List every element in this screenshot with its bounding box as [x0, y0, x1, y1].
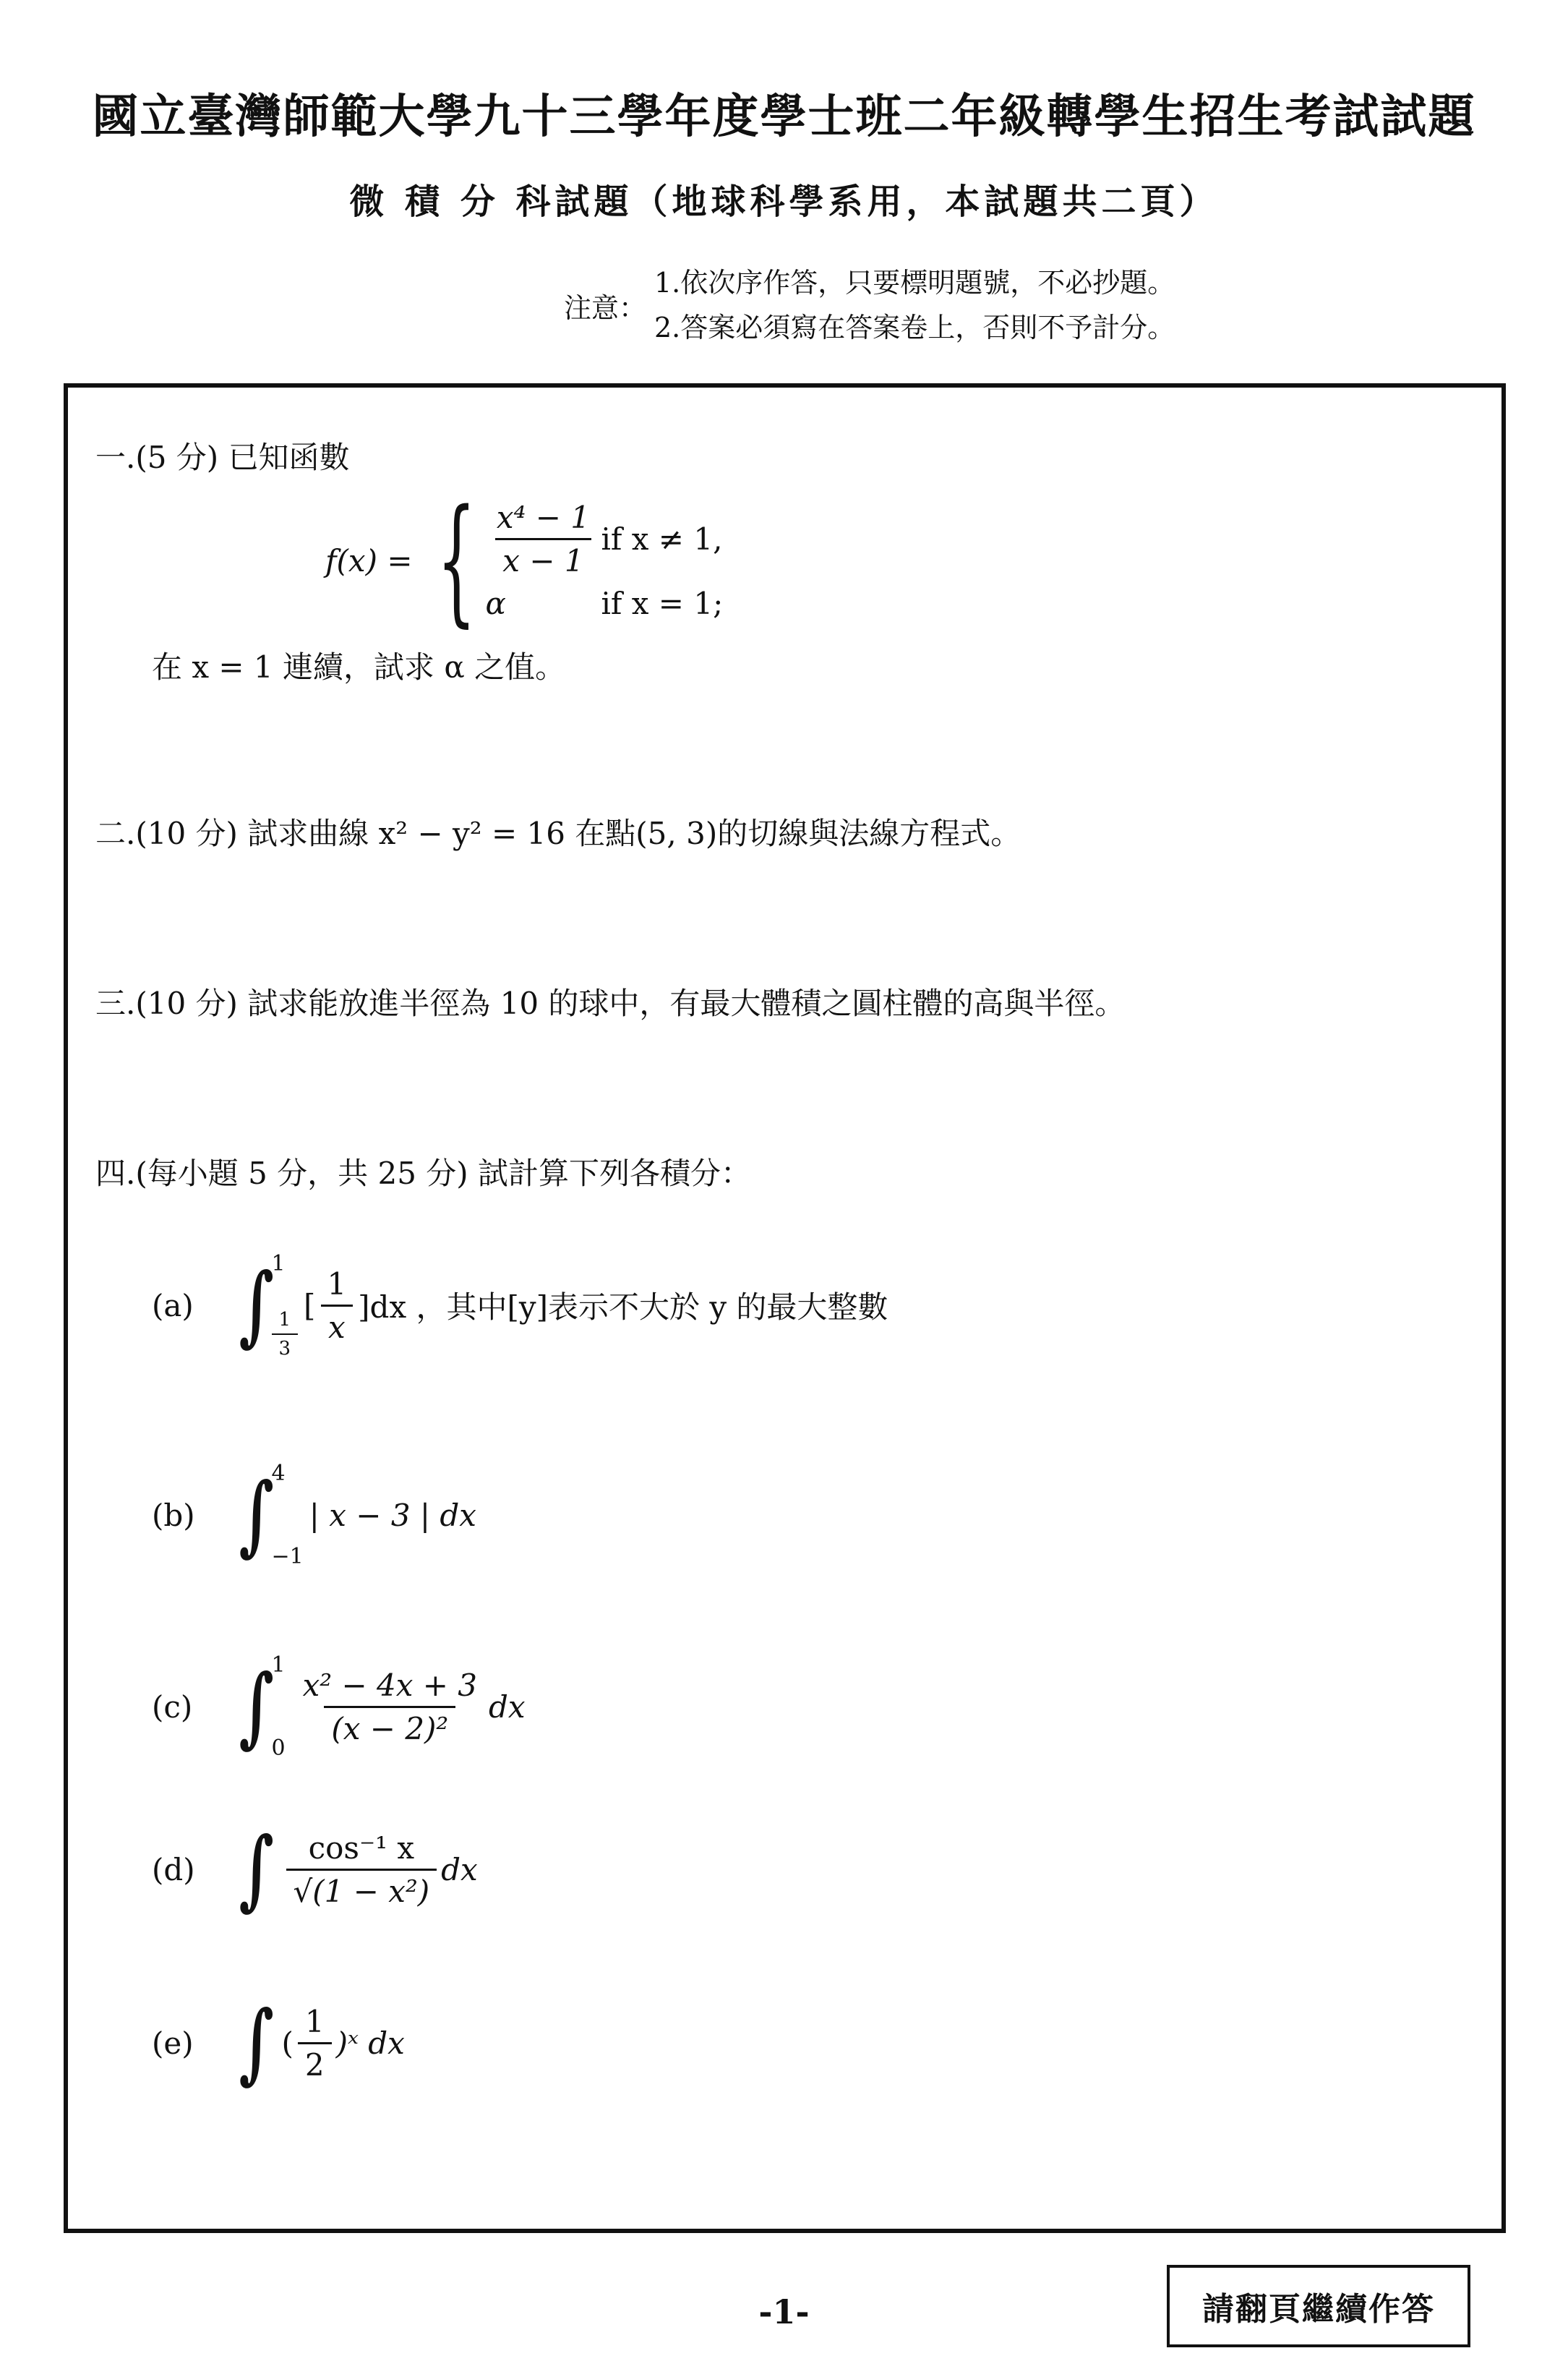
q4c-fraction — [296, 1668, 484, 1746]
left-brace-icon: { — [436, 480, 476, 640]
q1-condition-2: if x = 1; — [601, 586, 724, 621]
q4d-label: (d) — [152, 1851, 195, 1887]
q4b-label: (b) — [152, 1497, 195, 1533]
q4e-numerator: 1 — [304, 2003, 325, 2039]
q4b-upper-limit: 4 — [271, 1461, 286, 1486]
q4a-tail: ]dx ，其中[y]表示不大於 y 的最大整數 — [358, 1289, 888, 1325]
exam-subtitle: 微 積 分 科試題（地球科學系用，本試題共二頁） — [349, 182, 1219, 222]
q1-piecewise — [325, 480, 745, 640]
integral-sign-icon: ∫ — [239, 1254, 275, 1356]
q1-condition-1: if x ≠ 1, — [601, 521, 723, 557]
q4a-lower-num: 1 — [278, 1309, 291, 1331]
integral-sign-icon: ∫ — [239, 1992, 275, 2093]
q2-text: 二.(10 分) 試求曲線 x² − y² = 16 在點(5, 3)的切線與法線方程式。 — [95, 816, 1021, 851]
q4a-limits — [272, 1251, 299, 1359]
q4b-lower-limit: −1 — [271, 1544, 304, 1569]
q4b-item — [152, 1461, 476, 1569]
q4b-integrand: | x − 3 | dx — [309, 1497, 476, 1533]
q4d-dx: dx — [441, 1851, 478, 1887]
q4e-item — [152, 1992, 405, 2093]
q1-question: 在 x = 1 連續，試求 α 之值。 — [152, 649, 566, 685]
turn-page-box: 請翻頁繼續作答 — [1167, 2265, 1470, 2347]
q4d-fraction — [286, 1830, 437, 1909]
q1-alpha: α — [485, 586, 506, 621]
q1-heading: 一.(5 分) 已知函數 — [95, 440, 350, 475]
q4a-open-bracket: [ — [304, 1287, 316, 1323]
q1-fraction — [489, 500, 596, 579]
q4c-upper-limit: 1 — [271, 1652, 286, 1678]
q1-numerator: x⁴ − 1 — [496, 500, 591, 535]
q4e-denominator: 2 — [298, 2042, 332, 2083]
q4e-fraction — [298, 2004, 332, 2083]
q4e-open-paren: ( — [281, 2025, 294, 2061]
q4d-denominator: √(1 − x²) — [286, 1869, 437, 1909]
exam-title: 國立臺灣師範大學九十三學年度學士班二年級轉學生招生考試試題 — [92, 90, 1476, 144]
q4a-fraction — [320, 1266, 354, 1345]
q4a-label: (a) — [152, 1287, 194, 1323]
q4c-item — [152, 1652, 526, 1761]
q4a-lower-limit — [272, 1309, 299, 1359]
notice-list — [654, 260, 1175, 350]
notice-item: 1.依次序作答，只要標明題號，不必抄題。 — [654, 267, 1175, 299]
q4e-label: (e) — [152, 2025, 194, 2061]
q1-cases — [485, 500, 745, 621]
page-number: -1- — [758, 2292, 810, 2331]
integral-sign-icon: ∫ — [239, 1818, 275, 1920]
q4-heading: 四.(每小題 5 分，共 25 分) 試計算下列各積分： — [95, 1156, 752, 1191]
notice-label: 注意： — [564, 292, 647, 324]
q4b-limits — [272, 1461, 304, 1569]
q4a-numerator: 1 — [327, 1265, 347, 1302]
q4c-label: (c) — [152, 1689, 193, 1725]
notice-item: 2.答案必須寫在答案卷上，否則不予計分。 — [654, 312, 1175, 343]
q4d-item — [152, 1818, 478, 1920]
q4e-tail: )ˣ dx — [335, 2025, 405, 2061]
integral-sign-icon: ∫ — [239, 1464, 275, 1566]
q4a-lower-den: 3 — [272, 1333, 299, 1359]
q4a-upper-limit: 1 — [271, 1251, 286, 1276]
q1-denominator: x − 1 — [495, 538, 591, 579]
q4c-dx: dx — [489, 1689, 526, 1725]
q4d-numerator: cos⁻¹ x — [308, 1830, 415, 1866]
q4c-numerator: x² − 4x + 3 — [302, 1667, 478, 1703]
q4a-item — [152, 1251, 888, 1359]
q4c-lower-limit: 0 — [271, 1736, 286, 1761]
q4a-denominator: x — [321, 1305, 353, 1345]
integral-sign-icon: ∫ — [239, 1655, 275, 1757]
q1-fx: f(x) = — [325, 542, 413, 579]
q3-text: 三.(10 分) 試求能放進半徑為 10 的球中，有最大體積之圓柱體的高與半徑。 — [95, 986, 1126, 1021]
q4c-denominator: (x − 2)² — [324, 1706, 455, 1746]
